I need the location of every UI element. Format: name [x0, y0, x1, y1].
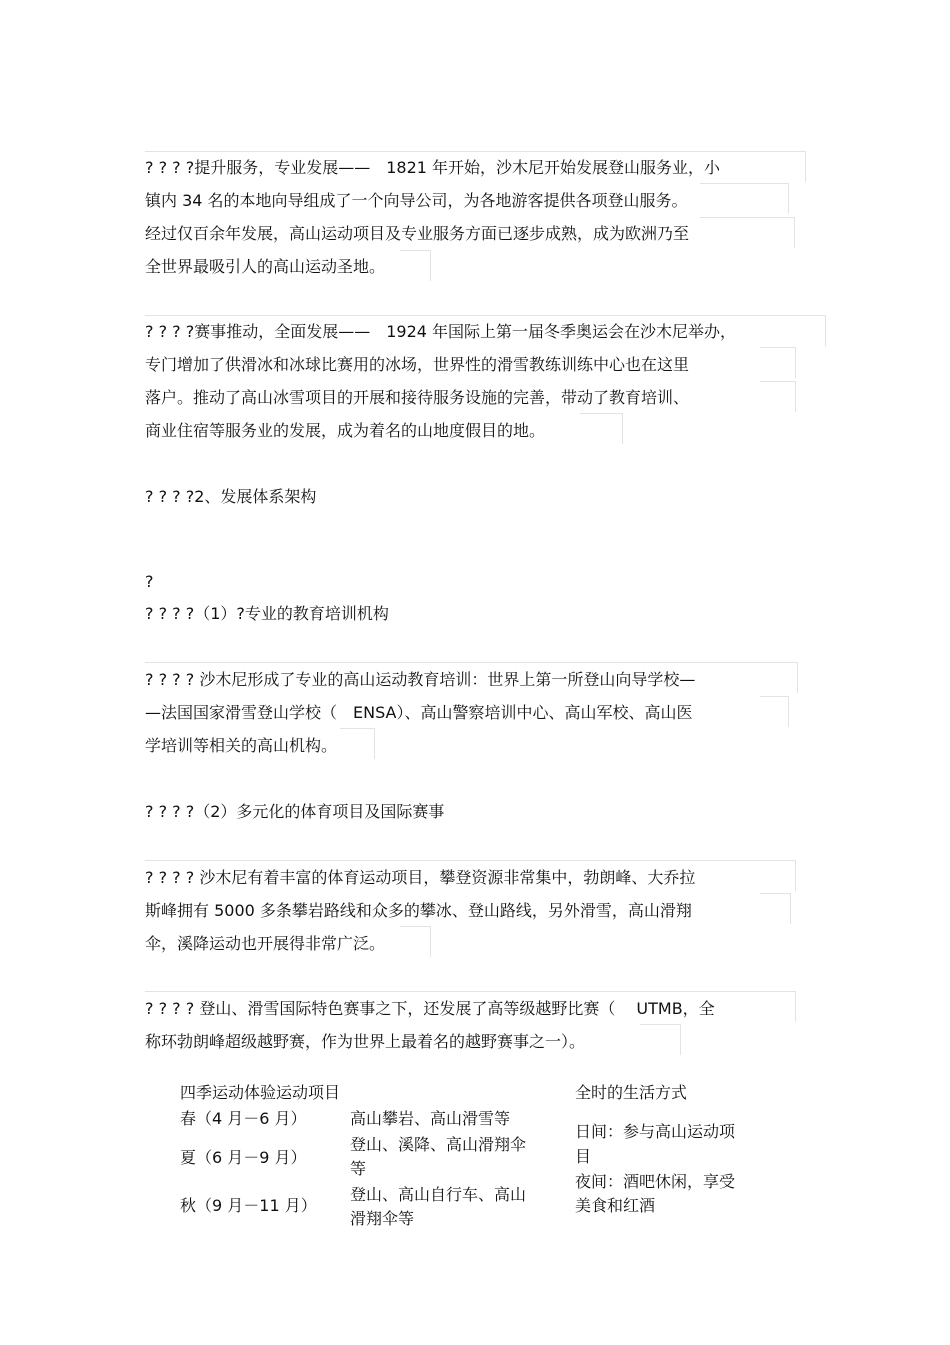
text-box-outline	[580, 413, 623, 444]
text-line: 学培训等相关的高山机构。	[145, 736, 338, 755]
text-box-outline	[760, 381, 796, 412]
text-box-outline	[340, 728, 375, 759]
table-life-day-cont: 目	[575, 1147, 592, 1166]
text-line: ? ? ? ?提升服务，专业发展—— 1821 年开始，沙木尼开始发展登山服务业，小	[145, 158, 721, 177]
text-line: ? ? ? ? 登山、滑雪国际特色赛事之下，还发展了高等级越野比赛（ UTMB，全	[145, 999, 715, 1018]
table-items-autumn: 登山、高山自行车、高山	[350, 1185, 527, 1204]
table-items-autumn-cont: 滑翔伞等	[350, 1209, 415, 1228]
text-line: 商业住宿等服务业的发展，成为着名的山地度假目的地。	[145, 421, 546, 440]
table-items-summer-cont: 等	[350, 1159, 367, 1178]
table-items-summer: 登山、溪降、高山滑翔伞	[350, 1135, 527, 1154]
section-heading: ? ? ? ?2、发展体系架构	[145, 487, 317, 506]
text-line: 全世界最吸引人的高山运动圣地。	[145, 257, 386, 276]
text-line: ? ? ? ?赛事推动，全面发展—— 1924 年国际上第一届冬季奥运会在沙木尼举办，	[145, 322, 737, 341]
text-box-outline	[760, 893, 791, 924]
table-life-night: 夜间：酒吧休闲，享受	[575, 1172, 736, 1191]
table-life-night-cont: 美食和红酒	[575, 1196, 656, 1215]
subheading-sports-events: ? ? ? ?（2）多元化的体育项目及国际赛事	[145, 802, 445, 821]
text-box-outline	[400, 250, 431, 281]
table-season-spring: 春（4 月－6 月）	[180, 1109, 307, 1128]
stray-character: ?	[145, 572, 154, 591]
table-items-spring: 高山攀岩、高山滑雪等	[350, 1109, 511, 1128]
text-box-outline	[400, 926, 431, 957]
text-box-outline	[640, 1024, 681, 1055]
table-season-autumn: 秋（9 月－11 月）	[180, 1196, 317, 1215]
text-box-outline	[760, 696, 789, 727]
text-line: 经过仅百余年发展，高山运动项目及专业服务方面已逐步成熟，成为欧洲乃至	[145, 224, 690, 243]
text-line: ? ? ? ? 沙木尼形成了专业的高山运动教育培训：世界上第一所登山向导学校—	[145, 670, 696, 689]
text-box-outline	[700, 183, 789, 214]
subheading-education: ? ? ? ?（1）?专业的教育培训机构	[145, 604, 389, 623]
text-line: 伞，溪降运动也开展得非常广泛。	[145, 934, 386, 953]
text-line: 落户。推动了高山冰雪项目的开展和接待服务设施的完善，带动了教育培训、	[145, 388, 690, 407]
text-line: ? ? ? ? 沙木尼有着丰富的体育运动项目，攀登资源非常集中，勃朗峰、大乔拉	[145, 868, 696, 887]
text-line: 斯峰拥有 5000 多条攀岩路线和众多的攀冰、登山路线，另外滑雪，高山滑翔	[145, 901, 692, 920]
text-box-outline	[700, 217, 795, 248]
text-line: 镇内 34 名的本地向导组成了一个向导公司，为各地游客提供各项登山服务。	[145, 191, 688, 210]
text-line: —法国国家滑雪登山学校（ ENSA）、高山警察培训中心、高山军校、高山医	[145, 703, 693, 722]
text-line: 专门增加了供滑冰和冰球比赛用的冰场，世界性的滑雪教练训练中心也在这里	[145, 355, 690, 374]
table-season-summer: 夏（6 月－9 月）	[180, 1148, 307, 1167]
text-line: 称环勃朗峰超级越野赛，作为世界上最着名的越野赛事之一）。	[145, 1032, 586, 1051]
table-header-lifestyle: 全时的生活方式	[575, 1083, 688, 1102]
table-header-activities: 四季运动体验运动项目	[180, 1083, 341, 1102]
text-box-outline	[760, 347, 796, 378]
table-life-day: 日间：参与高山运动项	[575, 1122, 736, 1141]
